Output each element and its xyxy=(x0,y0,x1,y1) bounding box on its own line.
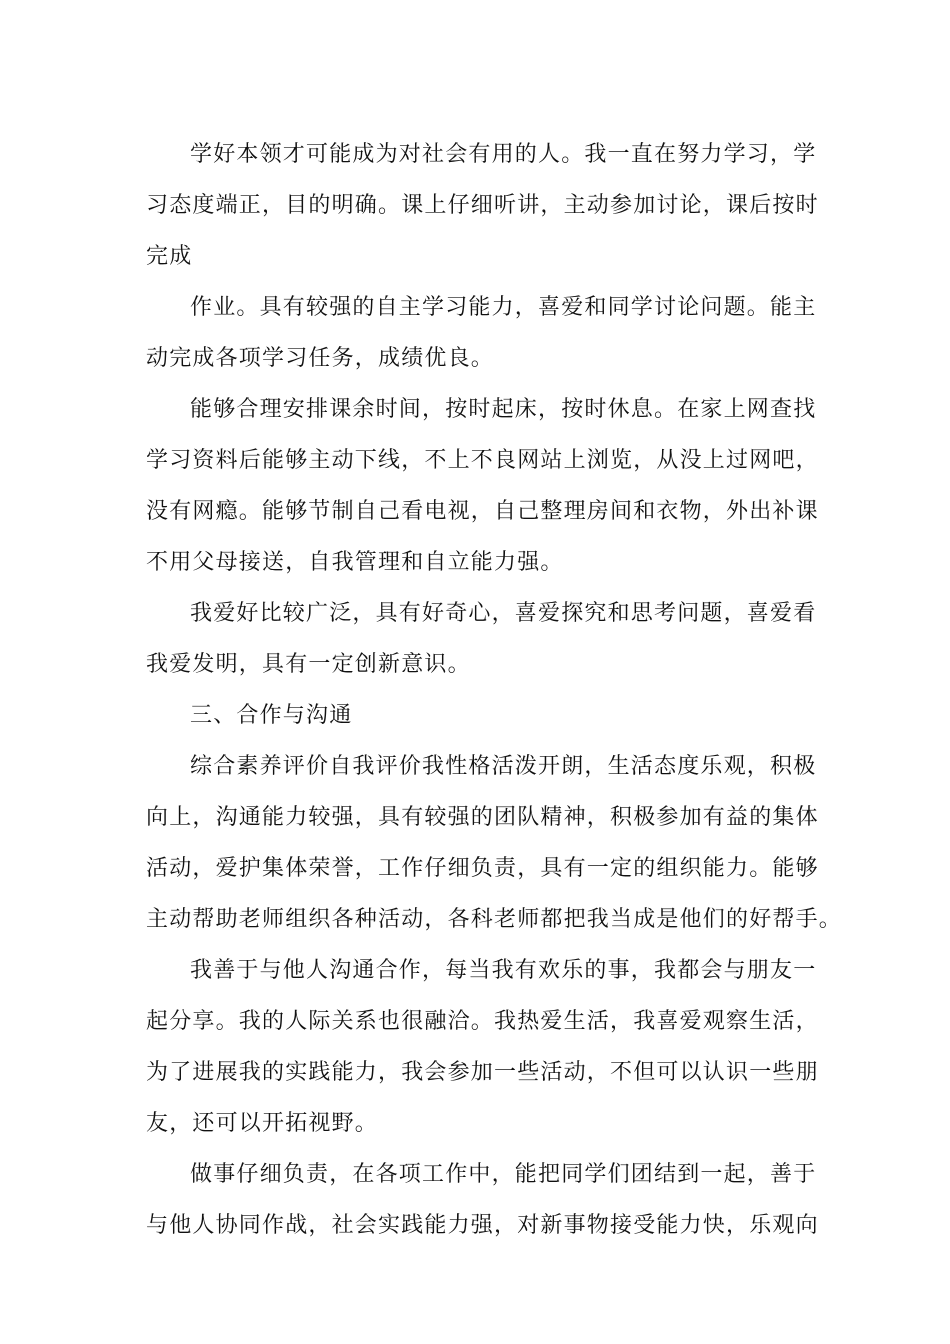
text-line: 友，还可以开拓视野。 xyxy=(146,1111,379,1136)
text-line: 向上，沟通能力较强，具有较强的团队精神，积极参加有益的集体 xyxy=(146,805,819,830)
text-line: 能够合理安排课余时间，按时起床，按时休息。在家上网查找 xyxy=(190,397,817,422)
text-line: 与他人协同作战，社会实践能力强，对新事物接受能力快，乐观向 xyxy=(146,1213,819,1238)
text-line: 我爱好比较广泛，具有好奇心，喜爱探究和思考问题，喜爱看 xyxy=(190,601,817,626)
text-line: 我爱发明，具有一定创新意识。 xyxy=(146,652,471,677)
text-line: 学习资料后能够主动下线，不上不良网站上浏览，从没上过网吧， xyxy=(146,448,819,473)
text-line: 我善于与他人沟通合作，每当我有欢乐的事，我都会与朋友一 xyxy=(190,958,817,983)
text-line: 活动，爱护集体荣誉，工作仔细负责，具有一定的组织能力。能够 xyxy=(146,856,819,881)
text-line: 习态度端正，目的明确。课上仔细听讲，主动参加讨论，课后按时 xyxy=(146,193,819,218)
text-line: 起分享。我的人际关系也很融洽。我热爱生活，我喜爱观察生活， xyxy=(146,1009,819,1034)
text-line: 没有网瘾。能够节制自己看电视，自己整理房间和衣物，外出补课 xyxy=(146,499,819,524)
document-body xyxy=(146,129,843,1251)
text-line: 主动帮助老师组织各种活动，各科老师都把我当成是他们的好帮手。 xyxy=(146,907,843,932)
text-line: 三、合作与沟通 xyxy=(190,703,353,728)
text-line: 学好本领才可能成为对社会有用的人。我一直在努力学习，学 xyxy=(190,142,817,167)
text-line: 完成 xyxy=(146,244,193,269)
text-line: 动完成各项学习任务，成绩优良。 xyxy=(146,346,495,371)
text-line: 不用父母接送，自我管理和自立能力强。 xyxy=(146,550,564,575)
text-line: 综合素养评价自我评价我性格活泼开朗，生活态度乐观，积极 xyxy=(190,754,817,779)
text-line: 作业。具有较强的自主学习能力，喜爱和同学讨论问题。能主 xyxy=(190,295,817,320)
text-line: 做事仔细负责，在各项工作中，能把同学们团结到一起，善于 xyxy=(190,1162,817,1187)
text-line: 为了进展我的实践能力，我会参加一些活动，不但可以认识一些朋 xyxy=(146,1060,819,1085)
